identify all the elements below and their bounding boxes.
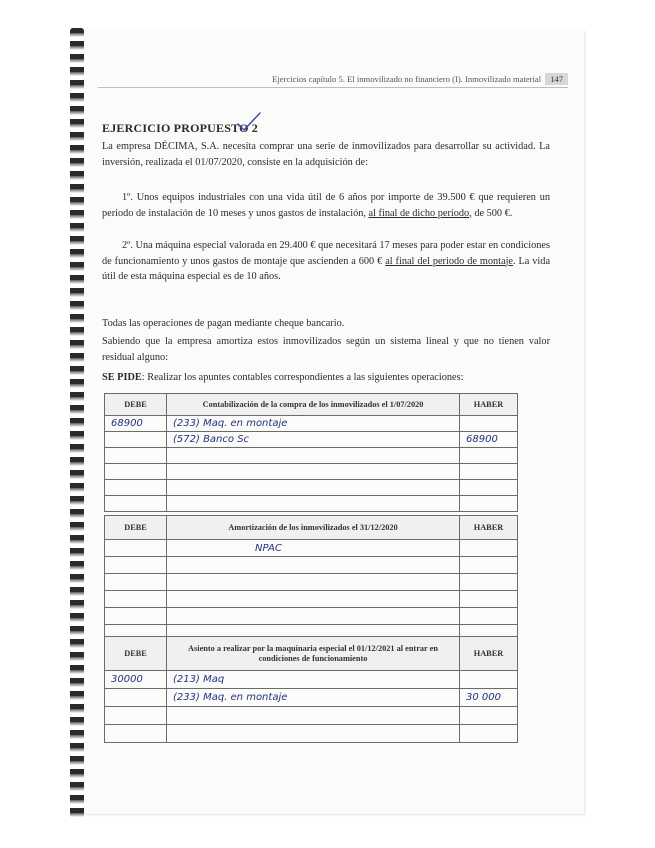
haber-header: HABER [460, 637, 518, 671]
item-1-underlined: al final de dicho periodo, [368, 207, 472, 219]
haber-cell [460, 557, 518, 574]
item-2-end: . La vida útil de esta máquina especial es de 10 años. [102, 255, 551, 282]
debe-cell [105, 432, 167, 448]
debe-cell [105, 689, 167, 707]
haber-cell [460, 671, 518, 689]
haber-cell [460, 480, 518, 496]
concept-cell [167, 591, 460, 608]
table-row [105, 496, 518, 512]
item-1-text: 1º. Unos equipos industriales con una vida útil de 6 años por importe de 39.500 € que requieren un periodo de instalación de 10 meses y unos gastos de instalación, [102, 192, 550, 219]
ledger-header-row [105, 394, 518, 416]
concept-cell: (213) Maq [167, 671, 460, 689]
table-title: Contabilización de la compra de los inmovilizados el 1/07/2020 [167, 394, 460, 416]
table-row [105, 574, 518, 591]
checkmark-icon [236, 111, 262, 133]
table-row [105, 689, 518, 707]
concept-cell [167, 480, 460, 496]
haber-cell [460, 725, 518, 743]
haber-cell [460, 707, 518, 725]
haber-cell [460, 608, 518, 625]
exercise-title: EJERCICIO PROPUESTO 2 [102, 121, 259, 135]
table-row [105, 557, 518, 574]
debe-cell: 30000 [105, 671, 167, 689]
concept-cell: NPAC [167, 540, 460, 557]
ledger-table-purchase [104, 393, 518, 512]
se-pide-line [102, 372, 572, 383]
table-row [105, 540, 518, 557]
intro-paragraph: La empresa DÉCIMA, S.A. necesita comprar una serie de inmovilizados para desarrollar su actividad. La inversión, realizada el 01/07/2020, consiste en la adquisición de: [102, 141, 550, 168]
table-row [105, 480, 518, 496]
debe-cell [105, 480, 167, 496]
table-row [105, 448, 518, 464]
haber-cell: 30 000 [460, 689, 518, 707]
concept-cell [167, 574, 460, 591]
haber-cell [460, 448, 518, 464]
table-row [105, 416, 518, 432]
haber-cell [460, 574, 518, 591]
haber-cell [460, 496, 518, 512]
debe-cell: 68900 [105, 416, 167, 432]
table-row [105, 725, 518, 743]
debe-cell [105, 496, 167, 512]
debe-header: DEBE [105, 394, 167, 416]
concept-cell [167, 725, 460, 743]
haber-cell [460, 591, 518, 608]
concept-cell: (233) Maq. en montaje [167, 416, 460, 432]
debe-cell [105, 448, 167, 464]
amortization-paragraph: Sabiendo que la empresa amortiza estos inmovilizados según un sistema lineal y que no tienen valor residual alguno: [102, 336, 550, 363]
spiral-binding [70, 28, 84, 818]
item-2-underlined: al final del periodo de montaje [385, 255, 514, 267]
debe-cell [105, 574, 167, 591]
concept-cell [167, 557, 460, 574]
item-1-paragraph [102, 190, 550, 221]
concept-cell [167, 496, 460, 512]
debe-cell [105, 608, 167, 625]
haber-cell [460, 416, 518, 432]
concept-cell [167, 448, 460, 464]
item-1-end: de 500 €. [471, 207, 513, 219]
debe-header: DEBE [105, 516, 167, 540]
ledger-table-amortization [104, 515, 518, 642]
table-row [105, 464, 518, 480]
se-pide-text: : Realizar los apuntes contables correspondientes a las siguientes operaciones: [141, 372, 464, 383]
debe-cell [105, 540, 167, 557]
table-title: Asiento a realizar por la maquinaria especial el 01/12/2021 al entrar en condiciones de funcionamiento [167, 637, 460, 671]
se-pide-label: SE PIDE [102, 372, 142, 383]
concept-cell [167, 464, 460, 480]
table-row [105, 707, 518, 725]
haber-header: HABER [460, 516, 518, 540]
table-row [105, 608, 518, 625]
concept-cell: (233) Maq. en montaje [167, 689, 460, 707]
debe-cell [105, 557, 167, 574]
concept-cell [167, 707, 460, 725]
ledger-header-row [105, 637, 518, 671]
textbook-page [84, 30, 584, 814]
concept-cell [167, 608, 460, 625]
haber-header: HABER [460, 394, 518, 416]
haber-cell: 68900 [460, 432, 518, 448]
payment-paragraph: Todas las operaciones de pagan mediante cheque bancario. [102, 318, 345, 329]
table-row [105, 591, 518, 608]
table-row [105, 671, 518, 689]
concept-cell: (572) Banco Sc [167, 432, 460, 448]
ledger-header-row [105, 516, 518, 540]
table-title: Amortización de los inmovilizados el 31/12/2020 [167, 516, 460, 540]
debe-cell [105, 725, 167, 743]
haber-cell [460, 540, 518, 557]
debe-cell [105, 464, 167, 480]
ledger-table-machinery [104, 636, 518, 743]
debe-cell [105, 591, 167, 608]
item-2-text: 2º. Una máquina especial valorada en 29.400 € que necesitará 17 meses para poder estar en condiciones de funcionamiento y unos gastos de montaje que ascienden a 600 € [102, 240, 550, 267]
page-number: 147 [545, 73, 568, 85]
running-header [98, 74, 568, 88]
debe-header: DEBE [105, 637, 167, 671]
running-title: Ejercicios capítulo 5. El inmovilizado no financiero (I). Inmovilizado material [272, 74, 542, 84]
debe-cell [105, 707, 167, 725]
haber-cell [460, 464, 518, 480]
table-row [105, 432, 518, 448]
item-2-paragraph [102, 238, 550, 285]
